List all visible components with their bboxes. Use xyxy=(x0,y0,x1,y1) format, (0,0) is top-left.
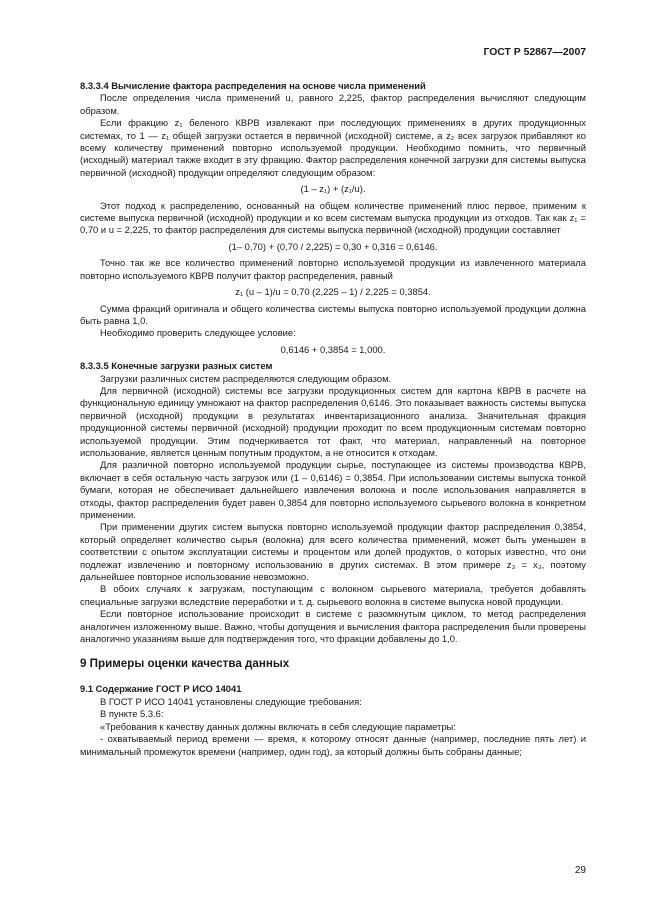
paragraph: В ГОСТ Р ИСО 14041 установлены следующие требования: xyxy=(100,695,362,707)
document-header: ГОСТ Р 52867—2007 xyxy=(483,47,586,58)
section-heading: 9 Примеры оценки качества данных xyxy=(80,657,290,671)
paragraph: При применении других систем выпуска повторно используемой продукции фактор распределения 0,3854, который определяет количество сырья (волокна) для всего количества применений, может быть уменьшен в соответствии с опытом эксплуатации системы и процентом или долей продуктов, о которых известно, что они подлежат извлечению и повторному использованию в других системах. В этом примере z₃ = x₃, поэтому дальнейшее повторное использование невозможно. xyxy=(80,521,586,583)
paragraph: В пункте 5.3.6: xyxy=(100,708,164,720)
paragraph: Этот подход к распределению, основанный на общем количестве применений плюс первое, применим к системе выпуска первичной (исходной) продукции и ко всем системам выпуска продукции из отходов. Так как z₁ = 0,70 и u = 2,225, то фактор распределения для системы выпуска первичной (исходной) продукции составляет xyxy=(80,199,586,236)
subsection-heading: 8.3.3.5 Конечные загрузки разных систем xyxy=(80,360,273,372)
document-body xyxy=(80,80,586,758)
paragraph: - охватываемый период времени — время, к которому относят данные (например, последние пять лет) и минимальный промежуток времени (например, один год), за который должны быть собраны данные; xyxy=(80,733,586,757)
page-number: 29 xyxy=(574,865,586,876)
paragraph: Сумма фракций оригинала и общего количества системы выпуска повторно используемой продукции должна быть равна 1,0. xyxy=(80,302,586,326)
paragraph: После определения числа применений u, равного 2,225, фактор распределения вычисляют следующим образом. xyxy=(80,92,586,116)
paragraph: Точно так же все количество применений повторно используемой продукции из извлеченного материала повторно используемого КВРВ получит фактор распределения, равный xyxy=(80,257,586,281)
paragraph: Необходимо проверить следующее условие: xyxy=(100,327,296,339)
paragraph: «Требования к качеству данных должны включать в себя следующие параметры: xyxy=(100,720,456,732)
equation: 0,6146 + 0,3854 = 1,000. xyxy=(280,343,386,355)
equation: z₁ (u – 1)/u = 0,70 (2,225 – 1) / 2,225 = 0,3854. xyxy=(235,286,431,298)
subsection-heading: 9.1 Содержание ГОСТ Р ИСО 14041 xyxy=(80,683,242,695)
paragraph: Если фракцию z₁ беленого КВРВ извлекают при последующих применениях в других продукционных системах, то 1 — z₁ общей загрузки остается в первичной (исходной) системе, а z₂ всех загрузок прибавляют ко всему количеству применений повторно используемой продукции. Необходимо помнить, что первичный (исходный) материал также входит в эту фракцию. Фактор распределения конечной загрузки для системы выпуска первичной (исходной) продукции определяют следующим образом: xyxy=(80,117,586,178)
subsection-heading: 8.3.3.4 Вычисление фактора распределения на основе числа применений xyxy=(80,80,426,91)
paragraph: Загрузки различных систем распределяются следующим образом. xyxy=(100,372,392,384)
equation: (1 – z₁) + (z₁/u). xyxy=(300,183,366,195)
paragraph: Если повторное использование происходит в системе с разомкнутым циклом, то метод распределения аналогичен изложенному выше. Важно, чтобы допущения и вычисления фактора распределения были проверены аналогично указаниям выше для подтверждения того, что фракции добавлены до 1,0. xyxy=(80,608,586,645)
paragraph: В обоих случаях к загрузкам, поступающим с волокном сырьевого материала, требуется добавлять специальные загрузки вследствие переработки и т. д. сырьевого волокна в системе выпуска новой продукции. xyxy=(80,583,586,607)
paragraph: Для первичной (исходной) системы все загрузки продукционных систем для картона КВРВ в расчете на функциональную единицу умножают на фактор распределения 0,6146. Это показывает важность системы выпуска первичной (исходной) продукции в результатах инвентаризационного анализа. Значительная фракция продукционной системы первичной (исходной) продукции проходит по всем продукционным системам повторно используемой продукции. Этим подчеркивается тот факт, что материал, направленный на повторное использование, является ценным попутным продуктом, а не относится к отходам. xyxy=(80,384,586,458)
paragraph: Для различной повторно используемой продукции сырье, поступающее из системы производства КВРВ, включает в себя остальную часть загрузок или (1 – 0,6146) = 0,3854. При использовании системы выпуска тонкой бумаги, которая не обеспечивает дальнейшего извлечения волокна и после использования направляется в отходы, фактор распределения будет равен 0,3854 для повторно используемого сырьевого волокна в конкретном применении. xyxy=(80,459,586,520)
equation: (1– 0,70) + (0,70 / 2,225) = 0,30 + 0,316 = 0,6146. xyxy=(228,240,438,252)
